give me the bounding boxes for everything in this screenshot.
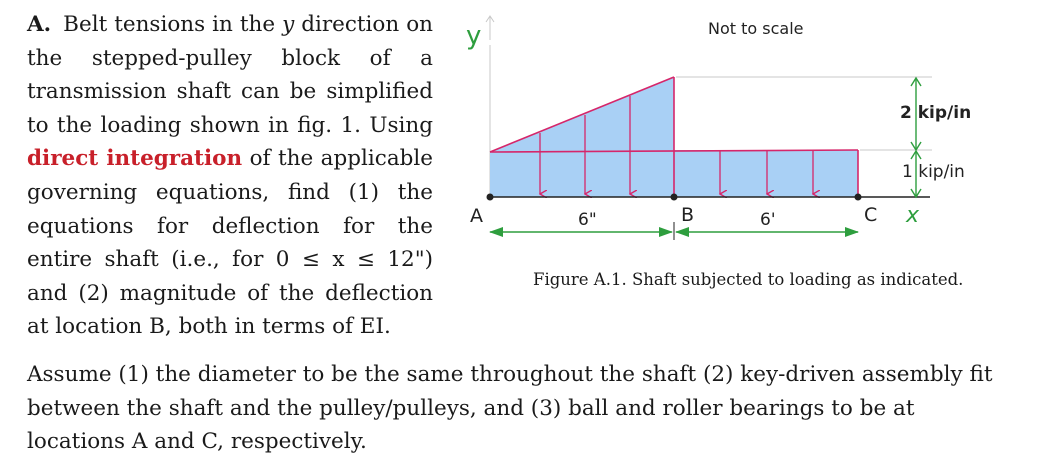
direct-integration-highlight: direct integration <box>27 146 243 172</box>
label-c: C <box>864 204 878 226</box>
x-range: 0 ≤ x ≤ 12" <box>275 247 425 273</box>
y-variable: y <box>282 12 295 37</box>
dimension-bc: 6' <box>760 210 776 230</box>
problem-label: A. <box>27 12 52 37</box>
load-guide-lines <box>676 77 932 150</box>
point-a-marker <box>487 194 494 201</box>
problem-intro: Belt tensions in the <box>63 12 283 37</box>
problem-text-a: direction on the stepped-pulley block of a transmission shaft can be simplified to the loading shown in fig. 1. Using <box>27 12 433 138</box>
point-c-marker <box>855 194 862 201</box>
figure-caption: Figure A.1. Shaft subjected to loading as indicated. <box>533 270 964 289</box>
uniform-load-fill <box>674 150 858 197</box>
not-to-scale-note: Not to scale <box>708 19 804 38</box>
dimension-ab: 6" <box>578 210 597 230</box>
problem-text-b: of the applicable governing equations, find (1) the equations for deflection for the entire shaft (i.e., for <box>27 146 433 273</box>
assumption-paragraph: Assume (1) the diameter to be the same throughout the shaft (2) key-driven assembly fit between the shaft and the pulley/pulleys, and (3) ball and roller bearings to be at locations A and C, respectively. <box>27 362 993 455</box>
dimension-lines <box>490 222 858 240</box>
y-axis-label: y <box>466 21 482 51</box>
label-a: A <box>470 205 483 227</box>
x-axis-label: x <box>906 203 920 228</box>
point-b-marker <box>671 194 678 201</box>
label-b: B <box>681 204 695 226</box>
triangular-load-fill <box>490 77 674 197</box>
load-base-label: 1 kip/in <box>902 162 965 182</box>
problem-text-c: ) and (2) magnitude of the deflection at location B, both in terms of EI. <box>27 247 434 340</box>
load-top-label: 2 kip/in <box>900 103 972 123</box>
